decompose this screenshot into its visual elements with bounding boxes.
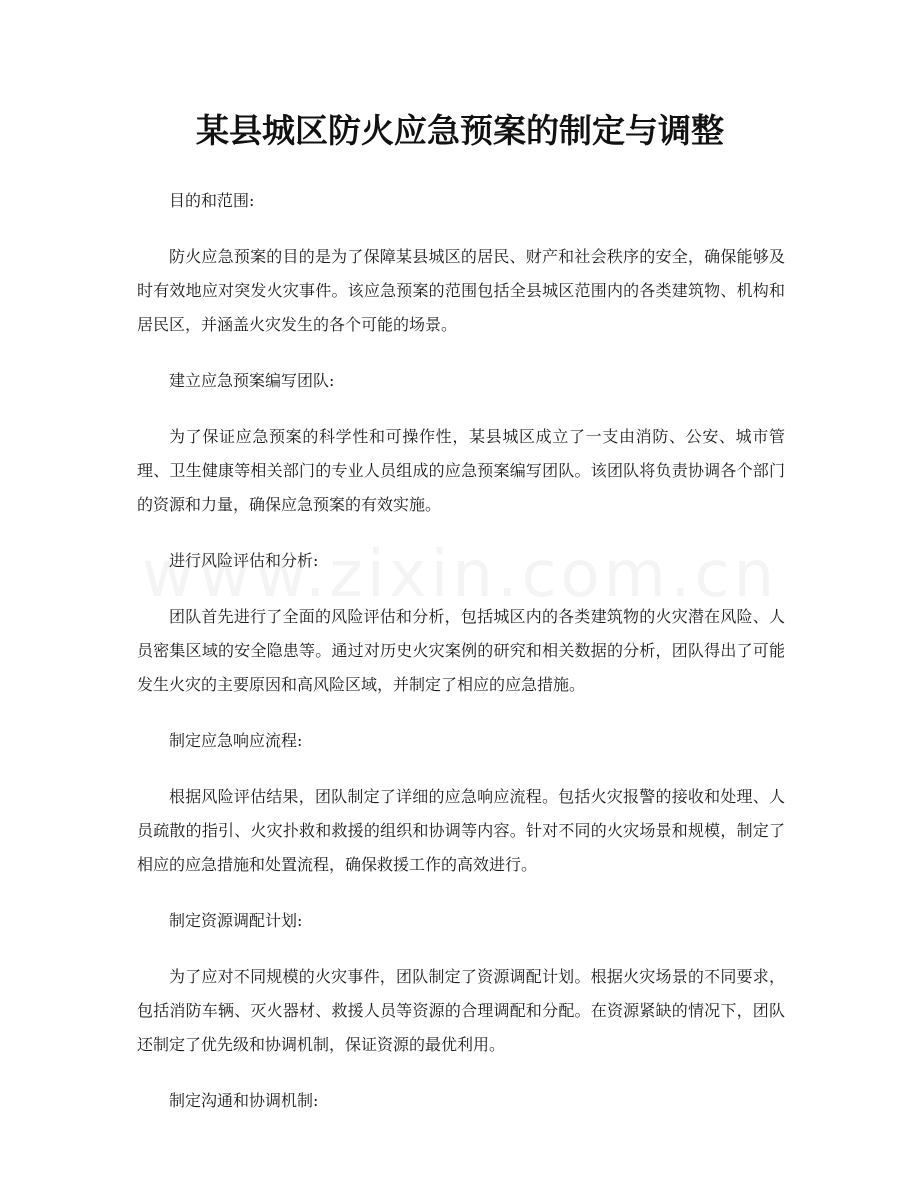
document-body bbox=[137, 184, 785, 1118]
section-heading-communication: 制定沟通和协调机制: bbox=[169, 1091, 319, 1110]
section-heading-response: 制定应急响应流程: bbox=[169, 731, 303, 750]
section-body-response: 根据风险评估结果，团队制定了详细的应急响应流程。包括火灾报警的接收和处理、人员疏散的指引、火灾扑救和救援的组织和协调等内容。针对不同的火灾场景和规模，制定了相应的应急措施和处置流程，确保救援工作的高效进行。 bbox=[137, 787, 785, 874]
section-heading-team: 建立应急预案编写团队: bbox=[169, 371, 335, 390]
section-heading-risk: 进行风险评估和分析: bbox=[169, 551, 319, 570]
section-body-team: 为了保证应急预案的科学性和可操作性，某县城区成立了一支由消防、公安、城市管理、卫生健康等相关部门的专业人员组成的应急预案编写团队。该团队将负责协调各个部门的资源和力量，确保应急预案的有效实施。 bbox=[137, 427, 785, 514]
section-heading-resources: 制定资源调配计划: bbox=[169, 911, 303, 930]
section-heading-purpose: 目的和范围: bbox=[169, 191, 255, 210]
document-title: 某县城区防火应急预案的制定与调整 bbox=[196, 111, 724, 150]
section-body-risk: 团队首先进行了全面的风险评估和分析，包括城区内的各类建筑物的火灾潜在风险、人员密集区域的安全隐患等。通过对历史火灾案例的研究和相关数据的分析，团队得出了可能发生火灾的主要原因和高风险区域，并制定了相应的应急措施。 bbox=[137, 607, 785, 694]
section-body-purpose: 防火应急预案的目的是为了保障某县城区的居民、财产和社会秩序的安全，确保能够及时有效地应对突发火灾事件。该应急预案的范围包括全县城区范围内的各类建筑物、机构和居民区，并涵盖火灾发生的各个可能的场景。 bbox=[137, 247, 785, 334]
section-body-resources: 为了应对不同规模的火灾事件，团队制定了资源调配计划。根据火灾场景的不同要求，包括消防车辆、灭火器材、救援人员等资源的合理调配和分配。在资源紧缺的情况下，团队还制定了优先级和协调机制，保证资源的最优利用。 bbox=[137, 967, 785, 1054]
